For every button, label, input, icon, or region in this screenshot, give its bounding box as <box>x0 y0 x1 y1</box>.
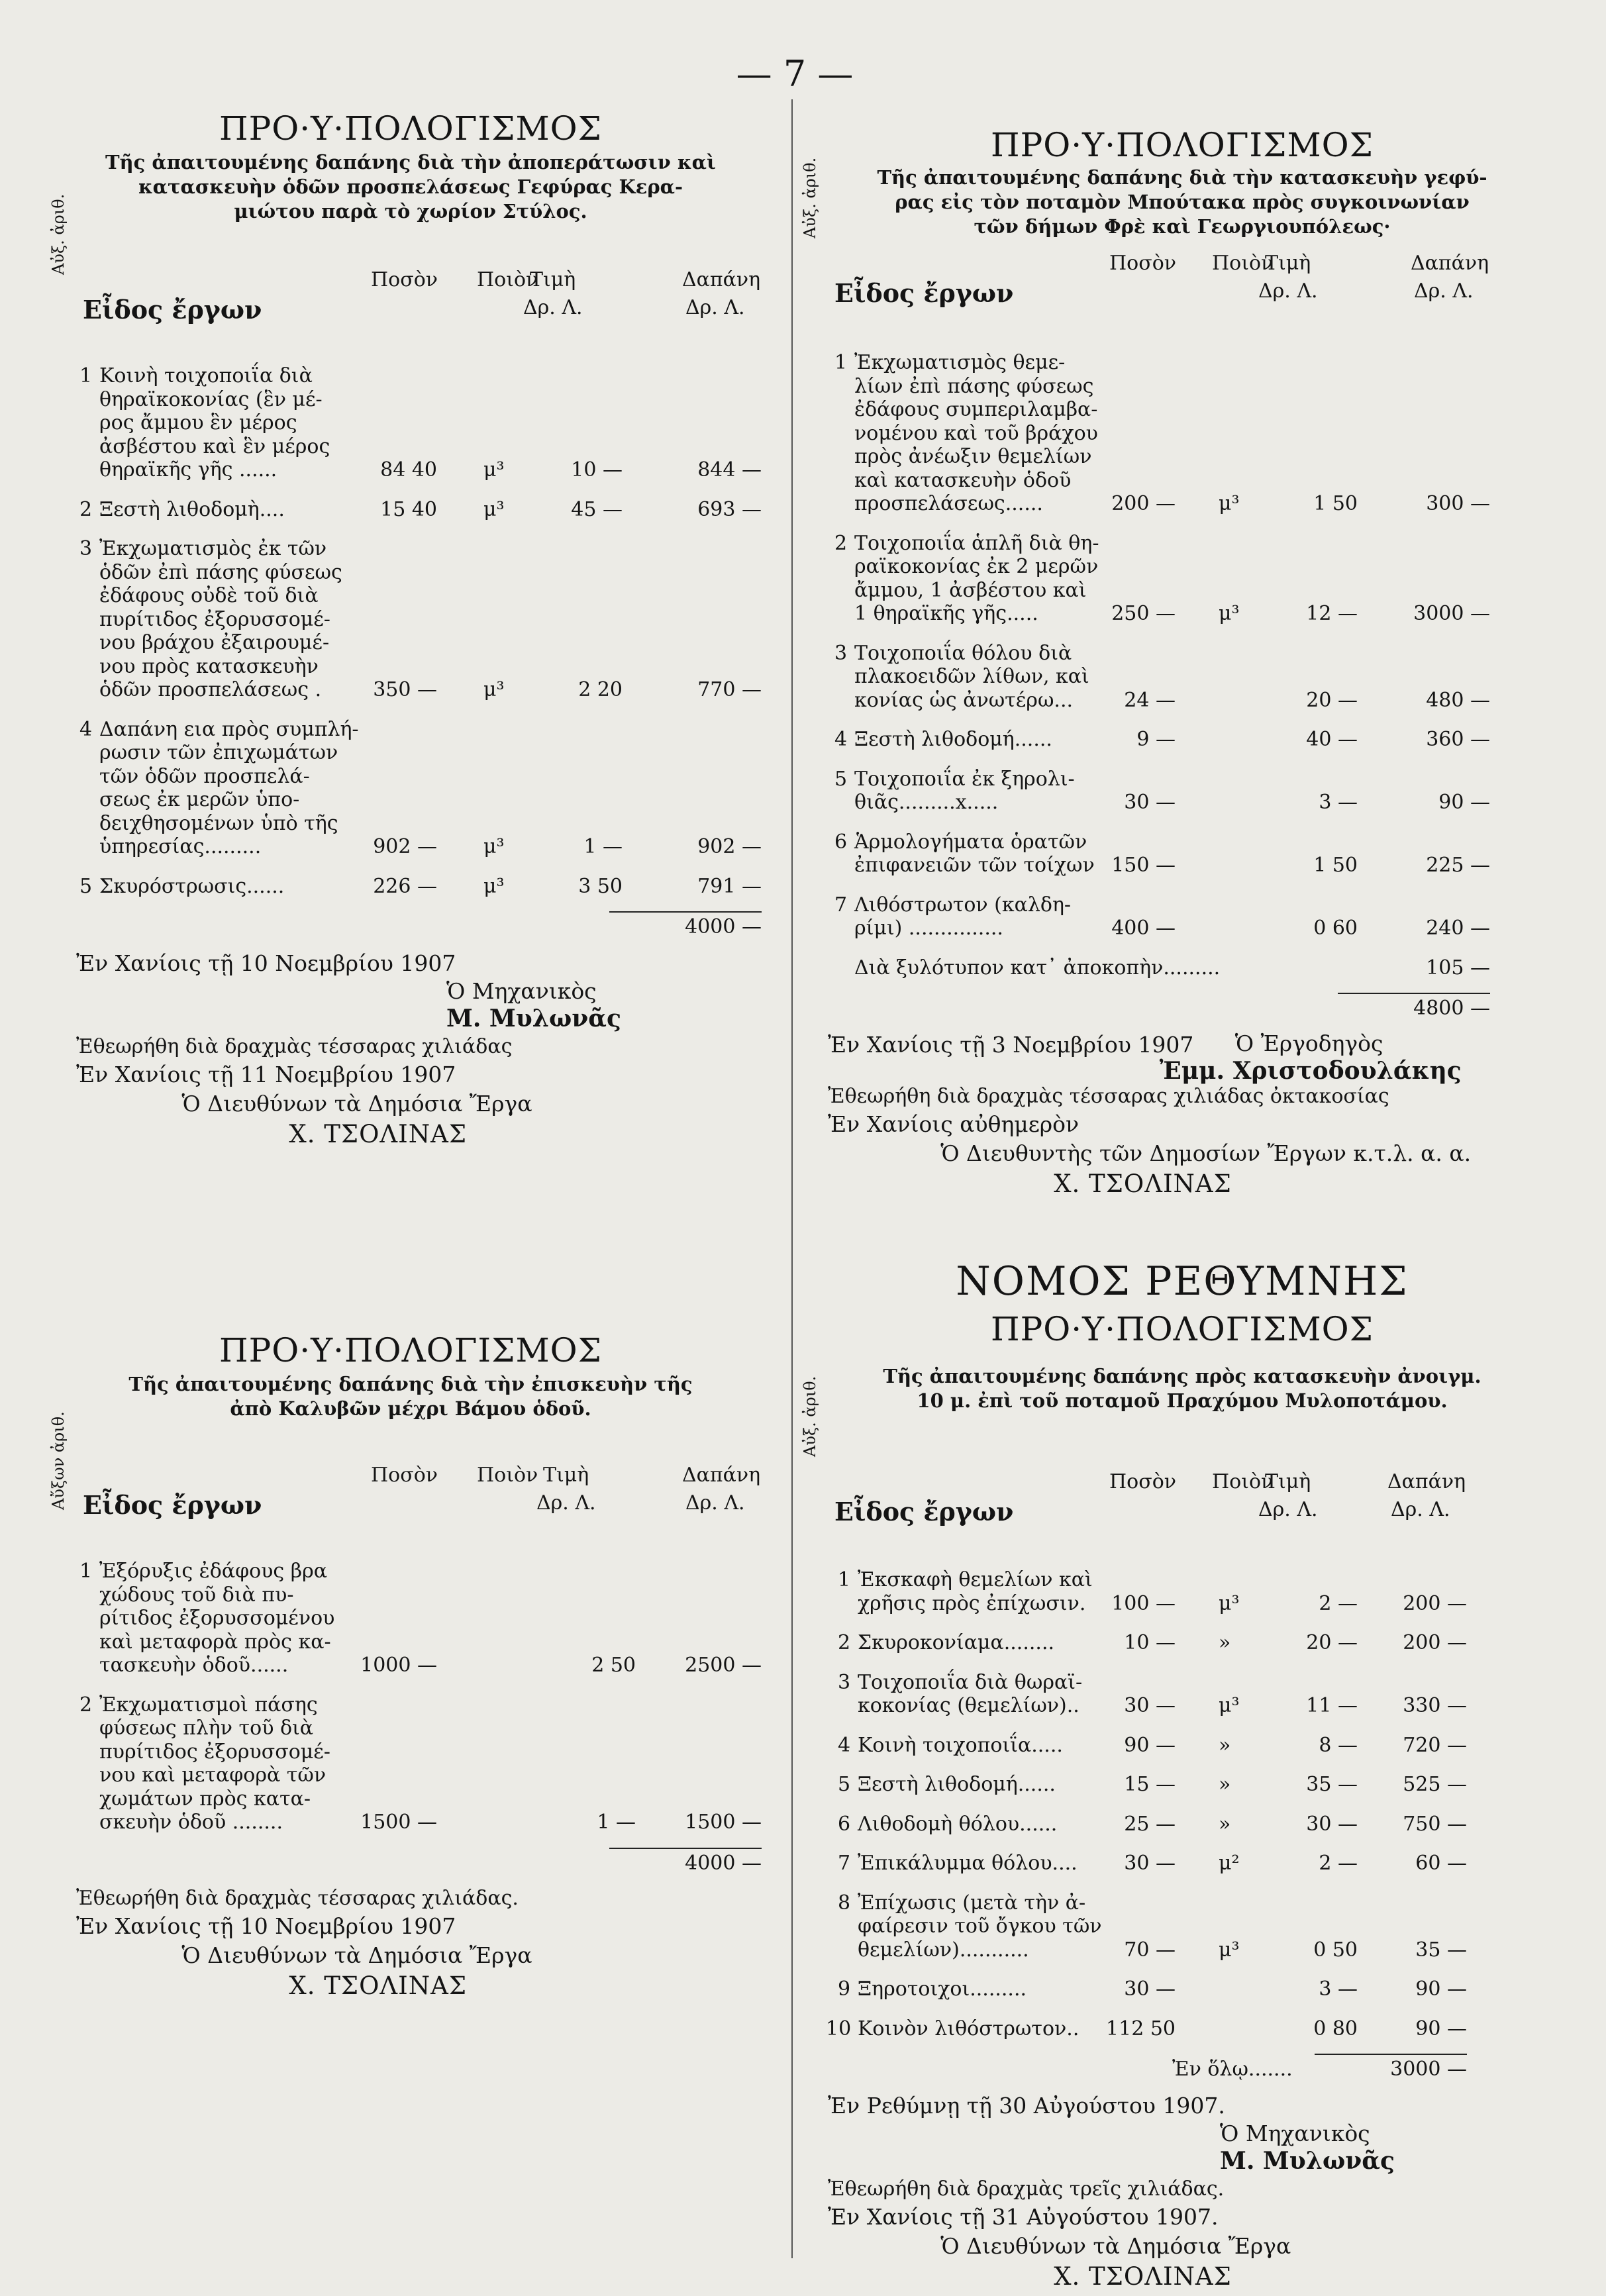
item-number: 5 <box>838 1773 851 1796</box>
item-description: Ξεστὴ λιθοδομή...... <box>854 728 1052 751</box>
director-name: Χ. ΤΣΟΛΙΝΑΣ <box>289 1120 468 1148</box>
item-quantity: 9 — <box>1136 728 1176 751</box>
item-unit: μ³ <box>483 835 505 858</box>
item-description: νου πρὸς κατασκευὴν <box>99 654 319 678</box>
item-cost: 480 — <box>1426 688 1490 712</box>
item-description: Ξηροτοιχοι......... <box>858 1977 1027 2001</box>
item-description: Τοιχοποιΐα ἁπλῆ διὰ θη- <box>854 531 1099 555</box>
director-name: Χ. ΤΣΟΛΙΝΑΣ <box>1054 2262 1232 2291</box>
header-poson: Ποσὸν <box>1109 1470 1177 1493</box>
item-number: 2 <box>838 1631 851 1654</box>
item-quantity: 10 — <box>1124 1631 1176 1654</box>
item-number: 4 <box>834 728 848 751</box>
item-quantity: 226 — <box>373 874 437 898</box>
item-description: ρίμι) ............... <box>854 917 1003 940</box>
director-title: Ὁ Διευθυντὴς τῶν Δημοσίων Ἔργων κ.τ.λ. α. α. <box>940 1140 1472 1166</box>
item-description: θιᾶς.........x..... <box>854 791 999 814</box>
item-quantity: 30 — <box>1124 1694 1176 1717</box>
item-price: 3 — <box>1319 791 1358 814</box>
item-description: φαίρεσιν τοῦ ὄγκου τῶν <box>858 1915 1102 1938</box>
approval-date: Ἐν Χανίοις τῇ 11 Νοεμβρίου 1907 <box>76 1062 456 1087</box>
item-description: σκευὴν ὁδοῦ ........ <box>99 1811 283 1834</box>
contractor-name: Ἐμμ. Χριστοδουλάκης <box>1159 1057 1462 1085</box>
header-poson: Ποσὸν <box>371 268 438 291</box>
item-price: 0 60 <box>1313 917 1358 940</box>
approval-date: Ἐν Χανίοις τῇ 10 Νοεμβρίου 1907 <box>76 1913 456 1939</box>
item-description: πυρίτιδος ἐξορυσσομέ- <box>99 1740 330 1764</box>
item-number: 4 <box>79 717 93 741</box>
director-name: Χ. ΤΣΟΛΙΝΑΣ <box>1054 1170 1232 1198</box>
item-price: 40 — <box>1306 728 1358 751</box>
item-description: ραϊκοκονίας ἐκ 2 μερῶν <box>854 555 1099 578</box>
item-description: Κοινὴ τοιχοποιΐα διὰ <box>99 364 313 387</box>
header-poion: Ποιὸν <box>1212 1470 1274 1493</box>
estimate-subtitle: Τῆς ἀπαιτουμένης δαπάνης διὰ τὴν κατασκευὴν γεφύ- <box>877 166 1487 189</box>
item-quantity: 30 — <box>1124 1852 1176 1875</box>
item-quantity: 112 50 <box>1106 2017 1176 2040</box>
header-poson: Ποσὸν <box>371 1464 438 1487</box>
item-cost: 330 — <box>1403 1694 1467 1717</box>
item-quantity: 400 — <box>1111 917 1176 940</box>
item-cost: 200 — <box>1403 1631 1467 1654</box>
item-number: 2 <box>79 497 93 521</box>
director-name: Χ. ΤΣΟΛΙΝΑΣ <box>289 1971 468 2000</box>
item-price: 1 — <box>597 1811 636 1834</box>
total-rule <box>1338 993 1490 994</box>
item-description: Διὰ ξυλότυπον κατ᾽ ἀποκοπὴν......... <box>854 956 1221 979</box>
column-label-serial: Αὐξ. ἀριθ. <box>49 193 68 275</box>
item-unit: μ³ <box>1219 1694 1240 1717</box>
item-cost: 225 — <box>1426 854 1490 877</box>
header-poson: Ποσὸν <box>1109 252 1177 275</box>
item-description: πυρίτιδος ἐξορυσσομέ- <box>99 607 330 631</box>
engineer-name: Μ. Μυλωνᾶς <box>1220 2147 1395 2175</box>
item-cost: 200 — <box>1403 1591 1467 1615</box>
item-quantity: 150 — <box>1111 854 1176 877</box>
item-cost: 720 — <box>1403 1733 1467 1757</box>
item-description: δειχθησομένων ὑπὸ τῆς <box>99 811 338 835</box>
header-dapani-unit: Δρ. Λ. <box>1391 1498 1450 1521</box>
item-price: 2 — <box>1319 1591 1358 1615</box>
header-timi-unit: Δρ. Λ. <box>523 296 583 319</box>
item-price: 8 — <box>1319 1733 1358 1757</box>
item-cost: 2500 — <box>685 1654 762 1677</box>
date-line: Ἐν Χανίοις τῇ 10 Νοεμβρίου 1907 <box>76 950 456 976</box>
director-title: Ὁ Διευθύνων τὰ Δημόσια Ἔργα <box>940 2233 1291 2259</box>
item-price: 20 — <box>1306 688 1358 712</box>
item-price: 20 — <box>1306 1631 1358 1654</box>
item-price: 10 — <box>571 458 623 481</box>
director-title: Ὁ Διευθύνων τὰ Δημόσια Ἔργα <box>181 1942 532 1968</box>
item-unit: μ² <box>1219 1852 1240 1875</box>
estimate-subtitle: τῶν δήμων Φρὲ καὶ Γεωργιουπόλεως· <box>974 215 1391 238</box>
item-description: λίων ἐπὶ πάσης φύσεως <box>854 374 1094 398</box>
item-price: 1 50 <box>1313 854 1358 877</box>
item-price: 30 — <box>1306 1812 1358 1836</box>
item-unit: » <box>1219 1631 1231 1654</box>
item-unit: » <box>1219 1812 1231 1836</box>
item-description: θεμελίων)........... <box>858 1938 1029 1962</box>
item-description: καὶ κατασκευὴν ὁδοῦ <box>854 468 1072 492</box>
item-description: ἐδάφους συμπεριλαμβα- <box>854 398 1098 421</box>
header-timi-unit: Δρ. Λ. <box>536 1491 596 1515</box>
item-description: Κοινὴ τοιχοποιΐα..... <box>858 1733 1063 1757</box>
item-price: 0 50 <box>1313 1938 1358 1962</box>
item-quantity: 70 — <box>1124 1938 1176 1962</box>
item-description: νομένου καὶ τοῦ βράχου <box>854 421 1098 445</box>
item-description: Λιθοδομὴ θόλου...... <box>858 1812 1058 1836</box>
header-eidos: Εἶδος ἔργων <box>834 278 1014 308</box>
item-number: 6 <box>834 830 848 854</box>
item-unit: » <box>1219 1733 1231 1757</box>
engineer-title: Ὁ Μηχανικὸς <box>1220 2121 1370 2146</box>
item-cost: 844 — <box>697 458 762 481</box>
header-poion: Ποιὸν <box>477 1464 538 1487</box>
item-price: 1 50 <box>1313 492 1358 515</box>
item-description: Κοινὸν λιθόστρωτον.. <box>858 2017 1079 2040</box>
item-cost: 750 — <box>1403 1812 1467 1836</box>
item-description: χωμάτων πρὸς κατα- <box>99 1787 311 1811</box>
item-cost: 300 — <box>1426 492 1490 515</box>
header-timi: Τιμὴ <box>530 268 576 291</box>
item-quantity: 15 40 <box>380 497 437 521</box>
section-heading: ΝΟΜΟΣ ΡΕΘΥΜΝΗΣ <box>956 1258 1409 1305</box>
page-number: — 7 — <box>736 53 854 95</box>
item-price: 2 — <box>1319 1852 1358 1875</box>
item-cost: 3000 — <box>1413 602 1490 625</box>
contractor-title: Ὁ Ἐργοδηγὸς <box>1234 1030 1383 1056</box>
item-description: Ἐκχωματισμὸς ἐκ τῶν <box>99 537 327 560</box>
item-quantity: 350 — <box>373 678 437 701</box>
item-unit: μ³ <box>483 874 505 898</box>
item-cost: 90 — <box>1415 2017 1467 2040</box>
item-unit: μ³ <box>1219 1938 1240 1962</box>
item-number: 4 <box>838 1733 851 1757</box>
approval-line: Ἐθεωρήθη διὰ δραχμὰς τρεῖς χιλιάδας. <box>828 2177 1225 2201</box>
column-divider <box>791 99 793 2258</box>
date-line: Ἐν Χανίοις τῇ 3 Νοεμβρίου 1907 <box>828 1032 1194 1058</box>
item-description: Ἁρμολογήματα ὁρατῶν <box>854 830 1087 854</box>
item-unit: » <box>1219 1773 1231 1796</box>
header-timi: Τιμὴ <box>543 1464 589 1487</box>
item-cost: 525 — <box>1403 1773 1467 1796</box>
item-quantity: 1500 — <box>360 1811 437 1834</box>
item-number: 7 <box>834 893 848 917</box>
item-description: Ξεστὴ λιθοδομή...... <box>858 1773 1056 1796</box>
header-timi: Τιμὴ <box>1265 252 1311 275</box>
item-description: τῶν ὁδῶν προσπελά- <box>99 764 310 788</box>
estimate-subtitle: Τῆς ἀπαιτουμένης δαπάνης πρὸς κατασκευὴν ἀνοιγμ. <box>883 1365 1481 1387</box>
header-dapani-unit: Δρ. Λ. <box>1414 279 1474 303</box>
item-number: 5 <box>834 767 848 791</box>
item-description: ἄμμου, 1 ἀσβέστου καὶ <box>854 578 1087 602</box>
item-cost: 35 — <box>1415 1938 1467 1962</box>
item-cost: 105 — <box>1426 956 1490 979</box>
approval-date: Ἐν Χανίοις αὐθημερὸν <box>828 1111 1079 1137</box>
engineer-title: Ὁ Μηχανικὸς <box>446 978 597 1004</box>
item-cost: 90 — <box>1438 791 1490 814</box>
item-description: χρῆσις πρὸς ἐπίχωσιν. <box>858 1591 1086 1615</box>
column-label-serial: Αὐξ. ἀριθ. <box>801 1375 819 1457</box>
item-number: 2 <box>79 1693 93 1717</box>
estimate-title: ΠΡΟ·Υ·ΠΟΛΟΓΙΣΜΟΣ <box>219 109 603 148</box>
item-price: 2 50 <box>591 1654 636 1677</box>
estimate-subtitle: μιώτου παρὰ τὸ χωρίον Στύλος. <box>234 200 587 223</box>
item-description: ρίτιδος ἐξορυσσομένου <box>99 1607 335 1630</box>
header-timi: Τιμὴ <box>1265 1470 1311 1493</box>
item-description: ρωσιν τῶν ἐπιχωμάτων <box>99 741 338 764</box>
item-quantity: 250 — <box>1111 602 1176 625</box>
column-label-serial: Αὔξων ἀριθ. <box>49 1411 68 1510</box>
item-unit: μ³ <box>483 497 505 521</box>
approval-line: Ἐθεωρήθη διὰ δραχμὰς τέσσαρας χιλιάδας. <box>76 1886 519 1910</box>
header-eidos: Εἶδος ἔργων <box>834 1497 1014 1526</box>
item-number: 7 <box>838 1852 851 1875</box>
item-cost: 360 — <box>1426 728 1490 751</box>
item-description: Ἐπίχωσις (μετὰ τὴν ἀ- <box>858 1891 1086 1915</box>
item-price: 1 — <box>583 835 623 858</box>
item-unit: μ³ <box>483 458 505 481</box>
item-description: θηραϊκῆς γῆς ...... <box>99 458 277 481</box>
item-description: ρος ἄμμου ἓν μέρος <box>99 411 297 434</box>
item-quantity: 1000 — <box>360 1654 437 1677</box>
total-cost: 4000 — <box>685 1851 762 1875</box>
item-number: 2 <box>834 531 848 555</box>
item-cost: 770 — <box>697 678 762 701</box>
total-cost: 4800 — <box>1413 997 1490 1020</box>
item-number: 6 <box>838 1812 851 1836</box>
item-unit: μ³ <box>1219 492 1240 515</box>
header-dapani-unit: Δρ. Λ. <box>685 296 745 319</box>
item-unit: μ³ <box>1219 602 1240 625</box>
item-price: 0 80 <box>1313 2017 1358 2040</box>
item-description: Τοιχοποιΐα ἐκ ξηρολι- <box>854 767 1075 791</box>
item-description: κοκονίας (θεμελίων).. <box>858 1694 1079 1717</box>
item-quantity: 25 — <box>1124 1812 1176 1836</box>
item-description: φύσεως πλὴν τοῦ διὰ <box>99 1717 314 1740</box>
header-timi-unit: Δρ. Λ. <box>1258 1498 1318 1521</box>
item-number: 3 <box>79 537 93 560</box>
header-dapani-unit: Δρ. Λ. <box>685 1491 745 1515</box>
item-number: 8 <box>838 1891 851 1915</box>
item-price: 12 — <box>1306 602 1358 625</box>
item-description: Τοιχοποιΐα διὰ θωραϊ- <box>858 1670 1083 1694</box>
item-number: 1 <box>79 1560 93 1583</box>
item-cost: 1500 — <box>685 1811 762 1834</box>
item-description: Δαπάνη εια πρὸς συμπλή- <box>99 717 359 741</box>
item-cost: 902 — <box>697 835 762 858</box>
item-price: 45 — <box>571 497 623 521</box>
header-poion: Ποιὸν <box>1212 252 1274 275</box>
item-description: νου καὶ μεταφορὰ τῶν <box>99 1764 326 1787</box>
item-description: ἐδάφους οὐδὲ τοῦ διὰ <box>99 584 319 607</box>
item-description: πρὸς ἀνέωξιν θεμελίων <box>854 445 1092 468</box>
item-description: καὶ μεταφορὰ πρὸς κα- <box>99 1630 331 1654</box>
total-cost: 3000 — <box>1390 2058 1467 2081</box>
header-timi-unit: Δρ. Λ. <box>1258 279 1318 303</box>
date-line: Ἐν Ρεθύμνῃ τῇ 30 Αὐγούστου 1907. <box>828 2093 1225 2119</box>
total-rule <box>609 1848 762 1849</box>
item-number: 3 <box>838 1670 851 1694</box>
item-price: 3 50 <box>578 874 623 898</box>
item-number: 9 <box>838 1977 851 2001</box>
column-label-serial: Αὐξ. ἀριθ. <box>801 157 819 238</box>
item-cost: 60 — <box>1415 1852 1467 1875</box>
item-quantity: 90 — <box>1124 1733 1176 1757</box>
item-description: ἐπιφανειῶν τῶν τοίχων <box>854 854 1095 877</box>
estimate-title: ΠΡΟ·Υ·ΠΟΛΟΓΙΣΜΟΣ <box>990 1310 1374 1348</box>
item-quantity: 24 — <box>1124 688 1176 712</box>
item-cost: 90 — <box>1415 1977 1467 2001</box>
item-cost: 693 — <box>697 497 762 521</box>
item-description: νου βράχου ἐξαιρουμέ- <box>99 631 330 654</box>
estimate-title: ΠΡΟ·Υ·ΠΟΛΟΓΙΣΜΟΣ <box>219 1331 603 1370</box>
total-label: Ἐν ὅλῳ....... <box>1172 2058 1293 2081</box>
item-cost: 240 — <box>1426 917 1490 940</box>
item-description: ὁδῶν ἐπὶ πάσης φύσεως <box>99 560 342 584</box>
total-rule <box>609 911 762 913</box>
item-quantity: 902 — <box>373 835 437 858</box>
item-quantity: 100 — <box>1111 1591 1176 1615</box>
header-eidos: Εἶδος ἔργων <box>83 1490 262 1520</box>
item-unit: μ³ <box>1219 1591 1240 1615</box>
approval-line: Ἐθεωρήθη διὰ δραχμὰς τέσσαρας χιλιάδας <box>76 1035 513 1058</box>
item-description: προσπελάσεως...... <box>854 492 1043 515</box>
item-price: 35 — <box>1306 1773 1358 1796</box>
header-dapani: Δαπάνη <box>682 1464 761 1487</box>
item-description: σεως ἐκ μερῶν ὑπο- <box>99 788 300 811</box>
item-description: πλακοειδῶν λίθων, καὶ <box>854 665 1089 688</box>
estimate-subtitle: ἀπὸ Καλυβῶν μέχρι Βάμου ὁδοῦ. <box>230 1397 591 1420</box>
item-quantity: 30 — <box>1124 791 1176 814</box>
item-description: Ἐκχωματισμὸς θεμε- <box>854 351 1066 374</box>
item-price: 2 20 <box>578 678 623 701</box>
estimate-subtitle: 10 μ. ἐπὶ τοῦ ποταμοῦ Πραχύμου Μυλοποτάμου. <box>917 1389 1448 1412</box>
item-description: Ἐπικάλυμμα θόλου.... <box>858 1852 1078 1875</box>
engineer-name: Μ. Μυλωνᾶς <box>446 1005 621 1032</box>
item-number: 10 <box>826 2017 852 2040</box>
item-cost: 791 — <box>697 874 762 898</box>
estimate-title: ΠΡΟ·Υ·ΠΟΛΟΓΙΣΜΟΣ <box>990 126 1374 164</box>
item-description: Ἐκχωματισμοὶ πάσης <box>99 1693 318 1717</box>
item-quantity: 200 — <box>1111 492 1176 515</box>
item-description: ὑπηρεσίας......... <box>99 835 262 858</box>
header-dapani: Δαπάνη <box>1411 252 1489 275</box>
item-description: 1 θηραϊκῆς γῆς..... <box>854 602 1038 625</box>
item-number: 1 <box>79 364 93 387</box>
approval-date: Ἐν Χανίοις τῇ 31 Αὐγούστου 1907. <box>828 2204 1219 2230</box>
estimate-subtitle: κατασκευὴν ὁδῶν προσπελάσεως Γεφύρας Κερα- <box>138 175 683 198</box>
director-title: Ὁ Διευθύνων τὰ Δημόσια Ἔργα <box>181 1091 532 1117</box>
item-quantity: 84 40 <box>380 458 437 481</box>
item-description: Τοιχοποιΐα θόλου διὰ <box>854 641 1072 665</box>
item-description: Σκυρόστρωσις...... <box>99 874 285 898</box>
item-description: θηραϊκοκονίας (ἓν μέ- <box>99 387 323 411</box>
item-number: 1 <box>838 1568 851 1591</box>
total-rule <box>1315 2054 1467 2055</box>
header-poion: Ποιὸν <box>477 268 538 291</box>
estimate-subtitle: Τῆς ἀπαιτουμένης δαπάνης διὰ τὴν ἐπισκευὴν τῆς <box>128 1373 693 1395</box>
item-price: 3 — <box>1319 1977 1358 2001</box>
item-description: Σκυροκονίαμα........ <box>858 1631 1055 1654</box>
item-description: Λιθόστρωτον (καλδη- <box>854 893 1072 917</box>
item-quantity: 30 — <box>1124 1977 1176 2001</box>
header-eidos: Εἶδος ἔργων <box>83 295 262 324</box>
item-number: 1 <box>834 351 848 374</box>
item-description: κονίας ὡς ἀνωτέρω... <box>854 688 1074 712</box>
item-description: χώδους τοῦ διὰ πυ- <box>99 1583 294 1607</box>
total-cost: 4000 — <box>685 915 762 938</box>
item-unit: μ³ <box>483 678 505 701</box>
header-dapani: Δαπάνη <box>682 268 761 291</box>
item-quantity: 15 — <box>1124 1773 1176 1796</box>
item-description: ἀσβέστου καὶ ἓν μέρος <box>99 434 330 458</box>
approval-line: Ἐθεωρήθη διὰ δραχμὰς τέσσαρας χιλιάδας ὀκτακοσίας <box>828 1085 1389 1108</box>
estimate-subtitle: Τῆς ἀπαιτουμένης δαπάνης διὰ τὴν ἀποπεράτωσιν καὶ <box>105 151 717 174</box>
item-description: Ἐξόρυξις ἐδάφους βρα <box>99 1560 327 1583</box>
header-dapani: Δαπάνη <box>1387 1470 1466 1493</box>
item-description: ὁδῶν προσπελάσεως . <box>99 678 322 701</box>
item-description: Ξεστὴ λιθοδομὴ.... <box>99 497 285 521</box>
item-description: Ἐκσκαφὴ θεμελίων καὶ <box>858 1568 1093 1591</box>
item-number: 5 <box>79 874 93 898</box>
item-description: τασκευὴν ὁδοῦ...... <box>99 1654 289 1677</box>
item-price: 11 — <box>1306 1694 1358 1717</box>
estimate-subtitle: ρας εἰς τὸν ποταμὸν Μπούτακα πρὸς συγκοινωνίαν <box>895 191 1470 213</box>
item-number: 3 <box>834 641 848 665</box>
